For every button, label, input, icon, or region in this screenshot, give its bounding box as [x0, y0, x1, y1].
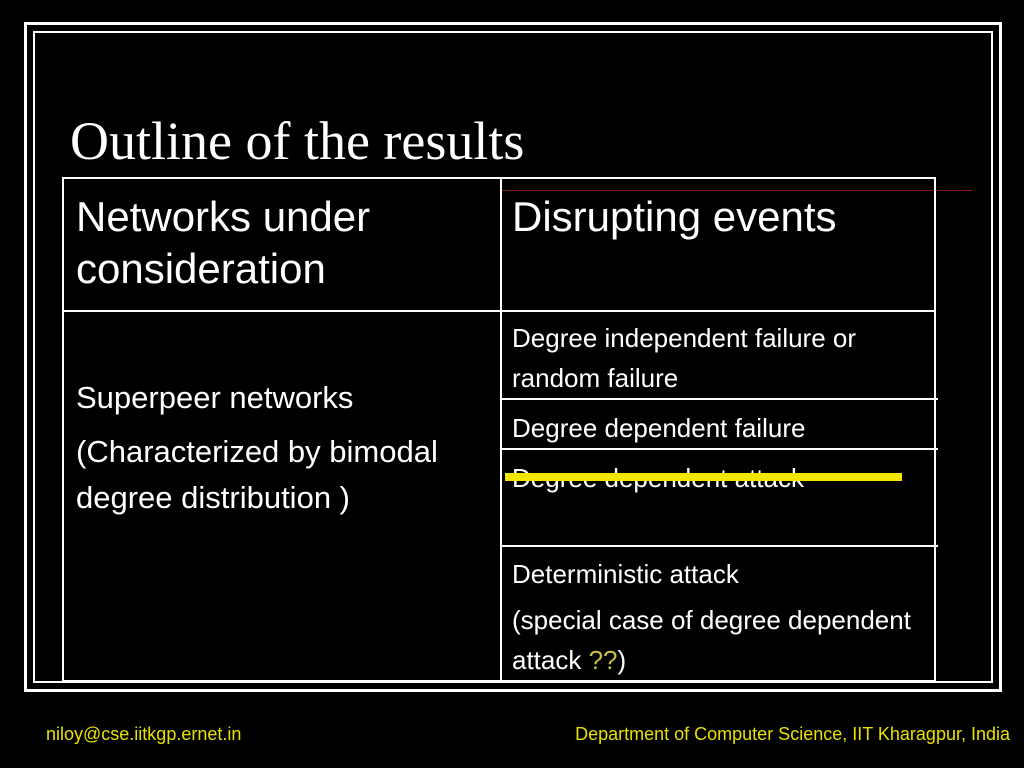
- table-header-divider: [64, 310, 934, 312]
- table-column-divider: [500, 179, 502, 680]
- network-description: (Characterized by bimodal degree distribution ): [76, 434, 438, 515]
- network-name: Superpeer networks: [76, 380, 354, 415]
- table-header-networks: Networks under consideration: [76, 193, 371, 292]
- note-close-paren: ): [617, 645, 627, 675]
- deterministic-attack-label: Deterministic attack: [512, 559, 739, 589]
- note-text: (special case of degree dependent attack: [512, 605, 911, 675]
- table-row-divider: [500, 398, 938, 400]
- footer-email: niloy@cse.iitkgp.ernet.in: [46, 724, 242, 744]
- deterministic-attack-note: [512, 600, 930, 680]
- table-cell-event: Degree dependent failure: [512, 413, 806, 443]
- footer-department: Department of Computer Science, IIT Kharagpur, India: [575, 724, 1010, 744]
- table-cell-network: [76, 375, 486, 521]
- table-row-divider: [500, 545, 938, 547]
- table-cell-event: Degree independent failure or random failure: [512, 323, 857, 393]
- table-cell-event: [512, 554, 930, 680]
- question-marks: ??: [588, 645, 618, 675]
- table-header-disrupting-events: Disrupting events: [512, 193, 837, 240]
- results-table: [62, 177, 936, 682]
- slide-title: Outline of the results: [70, 111, 525, 171]
- strikethrough-highlight: [505, 473, 902, 481]
- table-row-divider: [500, 448, 938, 450]
